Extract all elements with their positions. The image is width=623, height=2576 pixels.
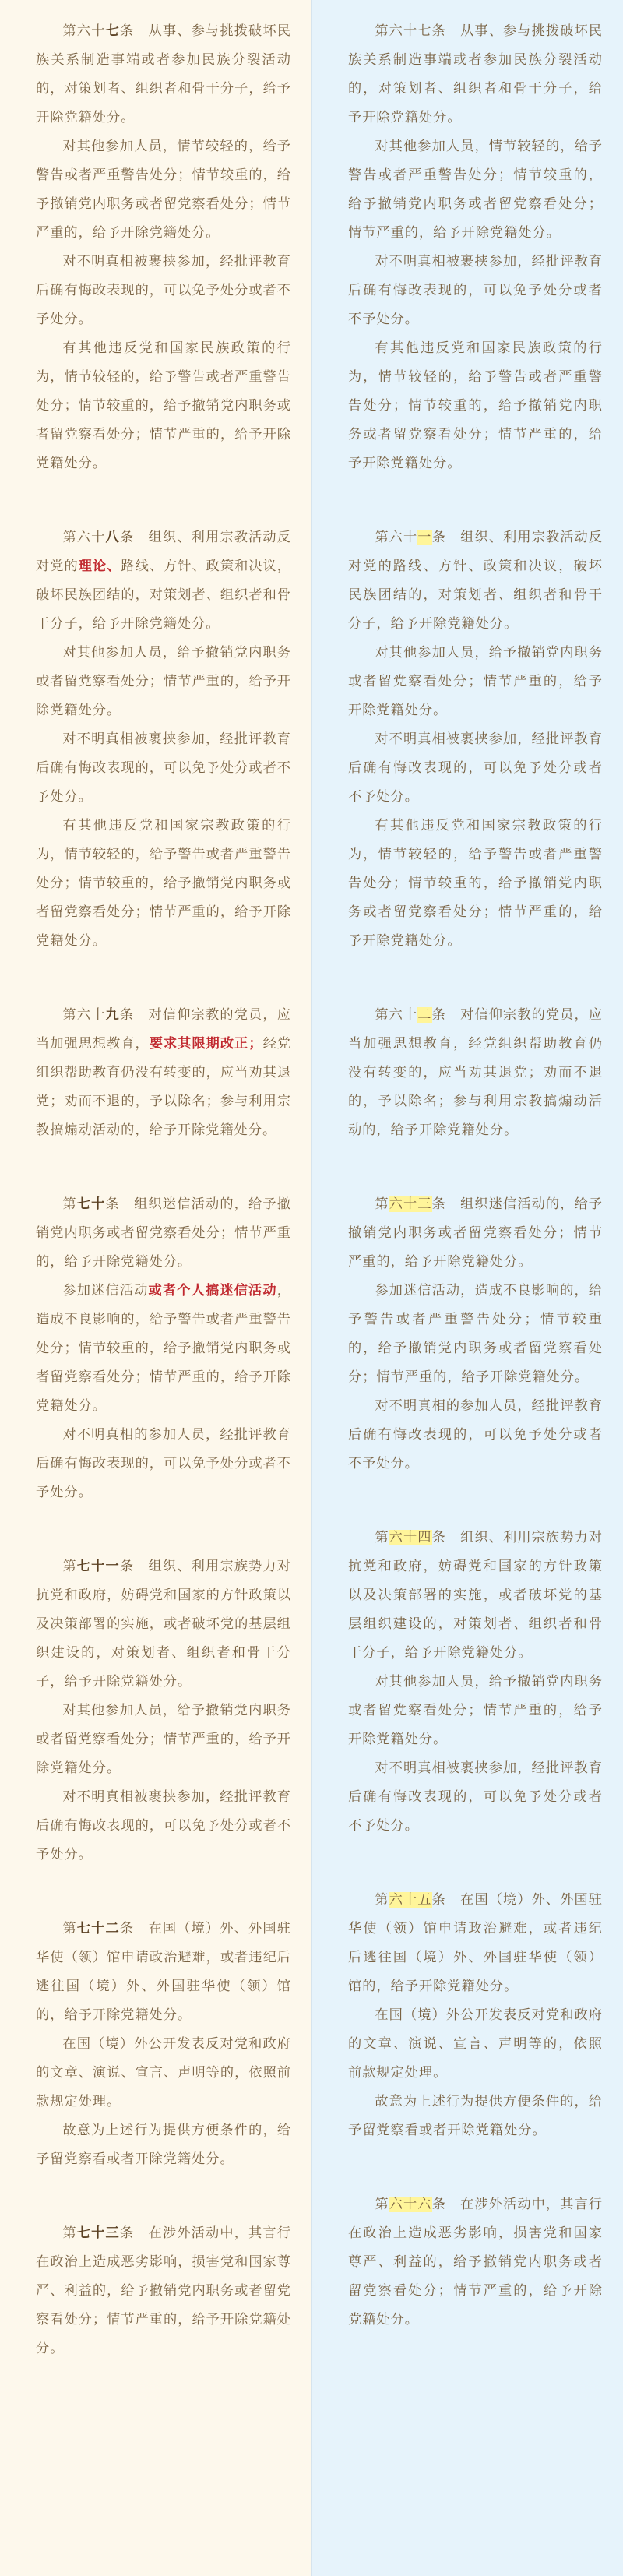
text-segment: 组织、利用宗族势力对抗党和政府，妨碍党和国家的方针政策以及决策部署的实施，或者破坏党的基层组织建设的，对策划者、组织者和骨干分子，给予开除党籍处分。 [348, 1530, 603, 1661]
article-block [348, 1886, 603, 2145]
article-first-paragraph [36, 1552, 291, 1697]
text-segment: 条 [119, 1921, 135, 1936]
text-segment: 条 [431, 2197, 446, 2212]
text-segment: 在国（境）外公开发表反对党和政府的文章、演说、宣言、声明等的，依照前款规定处理。 [36, 2036, 291, 2109]
changed-number: 七十 [76, 1196, 106, 1212]
text-segment: 第 [375, 2197, 389, 2212]
text-segment: 对不明真相被裹挟参加，经批评教育后确有悔改表现的，可以免予处分或者不予处分。 [348, 254, 603, 327]
article-block [348, 1001, 603, 1145]
text-segment: 在涉外活动中，其言行在政治上造成恶劣影响，损害党和国家尊严、利益的，给予撤销党内职务或者留党察看处分；情节严重的，给予开除党籍处分。 [348, 2197, 603, 2328]
text-segment: 条 [431, 1530, 446, 1545]
text-segment: 第 [62, 1921, 77, 1936]
text-segment: 从事、参与挑拨破坏民族关系制造事端或者参加民族分裂活动的，对策划者、组织者和骨干分子，给予开除党籍处分。 [36, 23, 291, 125]
article-first-paragraph [348, 1886, 603, 2001]
text-segment: 对不明真相被裹挟参加，经批评教育后确有悔改表现的，可以免予处分或者不予处分。 [348, 731, 603, 805]
article-paragraph [36, 132, 291, 248]
text-segment: 对不明真相被裹挟参加，经批评教育后确有悔改表现的，可以免予处分或者不予处分。 [36, 254, 291, 327]
article-paragraph [348, 725, 603, 812]
text-segment: 第六十 [62, 1007, 106, 1023]
article-number [62, 1196, 119, 1212]
text-segment: 组织迷信活动的，给予撤销党内职务或者留党察看处分；情节严重的，给予开除党籍处分。 [36, 1196, 291, 1270]
article-paragraph [36, 725, 291, 812]
article-block [36, 1915, 291, 2174]
text-segment: 对其他参加人员，情节较轻的，给予警告或者严重警告处分；情节较重的，给予撤销党内职务或者留党察看处分；情节严重的，给予开除党籍处分。 [36, 139, 291, 241]
text-segment: 条 [431, 530, 446, 545]
text-segment: 条 [431, 1196, 446, 1212]
article-block [348, 1524, 603, 1841]
text-segment: 条 [119, 1559, 135, 1574]
text-segment: 对信仰宗教的党员，应当加强思想教育，经党组织帮助教育仍没有转变的，应当劝其退党；劝而不退的，予以除名；参与利用宗教搞煽动活动的，给予开除党籍处分。 [348, 1007, 603, 1138]
article-block [36, 2219, 291, 2363]
added-text: 或者个人搞迷信活动 [148, 1283, 277, 1299]
article-first-paragraph [36, 1190, 291, 1277]
text-segment: 有其他违反党和国家民族政策的行为，情节较轻的，给予警告或者严重警告处分；情节较重的，给予撤销党内职务或者留党察看处分；情节严重的，给予开除党籍处分。 [36, 340, 291, 471]
article-number [375, 1892, 445, 1908]
text-segment: 有其他违反党和国家民族政策的行为，情节较轻的，给予警告或者严重警告处分；情节较重的，给予撤销党内职务或者留党察看处分；情节严重的，给予开除党籍处分。 [348, 340, 603, 471]
article-first-paragraph [36, 2219, 291, 2363]
article-block [36, 1001, 291, 1145]
text-segment: 条 [119, 2225, 135, 2241]
old-version-column [312, 0, 623, 2576]
text-segment: 第六十 [375, 1007, 418, 1023]
text-segment: 组织、利用宗教活动反对党的 [36, 530, 291, 574]
article-number [375, 1196, 445, 1212]
article-number [375, 530, 445, 545]
changed-number: 八 [105, 530, 120, 545]
text-segment: 在涉外活动中，其言行在政治上造成恶劣影响，损害党和国家尊严、利益的，给予撤销党内职务或者留党察看处分；情节严重的，给予开除党籍处分。 [36, 2225, 291, 2356]
text-segment: 参加迷信活动，造成不良影响的，给予警告或者严重警告处分；情节较重的，给予撤销党内职务或者留党察看处分；情节严重的，给予开除党籍处分。 [348, 1283, 603, 1385]
article-paragraph [348, 2001, 603, 2088]
article-number [62, 1007, 134, 1023]
article-paragraph [348, 2088, 603, 2145]
text-segment: 有其他违反党和国家宗教政策的行为，情节较轻的，给予警告或者严重警告处分；情节较重的，给予撤销党内职务或者留党察看处分；情节严重的，给予开除党籍处分。 [36, 818, 291, 949]
text-segment: 在国（境）外公开发表反对党和政府的文章、演说、宣言、声明等的，依照前款规定处理。 [348, 2007, 603, 2081]
added-text: 要求其限期改正； [149, 1036, 263, 1052]
article-paragraph [36, 1697, 291, 1783]
text-segment: 组织、利用宗族势力对抗党和政府，妨碍党和国家的方针政策以及决策部署的实施，或者破坏党的基层组织建设的，对策划者、组织者和骨干分子，给予开除党籍处分。 [36, 1559, 291, 1690]
article-paragraph [348, 1277, 603, 1392]
article-paragraph [36, 1421, 291, 1507]
article-first-paragraph [36, 1915, 291, 2030]
text-segment: 对其他参加人员，给予撤销党内职务或者留党察看处分；情节严重的，给予开除党籍处分。 [348, 1674, 603, 1747]
text-segment: 第六十 [62, 530, 106, 545]
article-block [36, 1552, 291, 1869]
text-segment: 组织、利用宗教活动反对党的路线、方针、政策和决议，破坏民族团结的，对策划者、组织者和骨干分子，给予开除党籍处分。 [348, 530, 603, 632]
text-segment: 第 [62, 2225, 77, 2241]
text-segment: ，造成不良影响的，给予警告或者严重警告处分；情节较重的，给予撤销党内职务或者留党察看处分；情节严重的，给予开除党籍处分。 [36, 1283, 291, 1414]
text-segment: 条 [105, 1196, 120, 1212]
text-segment: 第 [62, 1559, 77, 1574]
article-paragraph [36, 812, 291, 956]
article-paragraph [36, 334, 291, 478]
text-segment: 第六十 [62, 23, 106, 39]
article-block [36, 17, 291, 478]
article-block [348, 17, 603, 478]
article-paragraph [36, 639, 291, 725]
changed-number: 七十二 [76, 1921, 120, 1936]
text-segment: 在国（境）外、外国驻华使（领）馆申请政治避难，或者违纪后逃往国（境）外、外国驻华使（领）馆的，给予开除党籍处分。 [348, 1892, 603, 1994]
text-segment: 条 [119, 23, 135, 39]
article-block [348, 1190, 603, 1478]
text-segment: 第 [375, 1196, 389, 1212]
changed-number: 二 [417, 1007, 432, 1023]
text-segment: 参加迷信活动 [62, 1283, 149, 1299]
article-number [62, 530, 134, 545]
article-number [375, 1530, 445, 1545]
article-number [375, 2197, 445, 2212]
article-paragraph [36, 2116, 291, 2174]
article-paragraph [348, 812, 603, 956]
text-segment: 条 [119, 530, 135, 545]
changed-number: 七十三 [76, 2225, 120, 2241]
text-segment: 对其他参加人员，给予撤销党内职务或者留党察看处分；情节严重的，给予开除党籍处分。 [36, 645, 291, 718]
text-segment: 故意为上述行为提供方便条件的，给予留党察看或者开除党籍处分。 [36, 2123, 291, 2167]
changed-number: 六十四 [389, 1530, 432, 1545]
text-segment: 对不明真相被裹挟参加，经批评教育后确有悔改表现的，可以免予处分或者不予处分。 [36, 1789, 291, 1862]
article-block [36, 523, 291, 956]
text-segment: 对不明真相的参加人员，经批评教育后确有悔改表现的，可以免予处分或者不予处分。 [348, 1398, 603, 1471]
article-block [348, 2190, 603, 2335]
text-segment: 第 [62, 1196, 77, 1212]
article-paragraph [348, 1754, 603, 1841]
text-segment: 组织迷信活动的，给予撤销党内职务或者留党察看处分；情节严重的，给予开除党籍处分。 [348, 1196, 603, 1270]
text-segment: 第六十七条 [375, 23, 446, 39]
article-paragraph [348, 639, 603, 725]
article-paragraph [36, 2030, 291, 2116]
text-segment: 第六十 [375, 530, 418, 545]
text-segment: 在国（境）外、外国驻华使（领）馆申请政治避难，或者违纪后逃往国（境）外、外国驻华使（领）馆的，给予开除党籍处分。 [36, 1921, 291, 2023]
text-segment: 对不明真相被裹挟参加，经批评教育后确有悔改表现的，可以免予处分或者不予处分。 [36, 731, 291, 805]
text-segment: 路线、方针、政策和决议，破坏民族团结的，对策划者、组织者和骨干分子，给予开除党籍处分。 [36, 559, 291, 632]
article-block [348, 523, 603, 956]
article-first-paragraph [36, 523, 291, 639]
article-number [375, 23, 445, 39]
text-segment: 对其他参加人员，情节较轻的，给予警告或者严重警告处分；情节较重的，给予撤销党内职务或者留党察看处分；情节严重的，给予开除党籍处分。 [348, 139, 603, 241]
article-paragraph [36, 1277, 291, 1421]
article-paragraph [348, 334, 603, 478]
article-first-paragraph [36, 1001, 291, 1145]
changed-number: 一 [417, 530, 432, 545]
article-block [36, 1190, 291, 1507]
article-paragraph [36, 248, 291, 334]
article-first-paragraph [348, 523, 603, 639]
added-text: 理论、 [78, 559, 121, 574]
article-paragraph [348, 1392, 603, 1478]
text-segment: 条 [431, 1007, 446, 1023]
text-segment: 条 [119, 1007, 135, 1023]
article-first-paragraph [348, 1190, 603, 1277]
article-paragraph [348, 248, 603, 334]
article-first-paragraph [348, 2190, 603, 2335]
text-segment: 对其他参加人员，给予撤销党内职务或者留党察看处分；情节严重的，给予开除党籍处分。 [348, 645, 603, 718]
text-segment: 对不明真相被裹挟参加，经批评教育后确有悔改表现的，可以免予处分或者不予处分。 [348, 1760, 603, 1834]
article-first-paragraph [36, 17, 291, 132]
text-segment: 对不明真相的参加人员，经批评教育后确有悔改表现的，可以免予处分或者不予处分。 [36, 1427, 291, 1500]
changed-number: 七十一 [76, 1559, 120, 1574]
article-number [62, 1559, 134, 1574]
text-segment: 第 [375, 1892, 389, 1908]
changed-number: 六十五 [389, 1892, 432, 1908]
article-paragraph [36, 1783, 291, 1869]
text-segment: 条 [431, 1892, 446, 1908]
changed-number: 六十三 [389, 1196, 432, 1212]
text-segment: 经党组织帮助教育仍没有转变的，应当劝其退党；劝而不退的，予以除名；参与利用宗教搞煽动活动的，给予开除党籍处分。 [36, 1036, 291, 1138]
text-segment: 第 [375, 1530, 389, 1545]
article-number [62, 1921, 134, 1936]
changed-number: 六十六 [389, 2197, 432, 2212]
article-number [62, 23, 134, 39]
article-paragraph [348, 132, 603, 248]
changed-number: 七 [105, 23, 120, 39]
article-number [62, 2225, 134, 2241]
text-segment: 有其他违反党和国家宗教政策的行为，情节较轻的，给予警告或者严重警告处分；情节较重的，给予撤销党内职务或者留党察看处分；情节严重的，给予开除党籍处分。 [348, 818, 603, 949]
text-segment: 对信仰宗教的党员，应当加强思想教育， [36, 1007, 291, 1052]
article-number [375, 1007, 445, 1023]
article-first-paragraph [348, 1524, 603, 1668]
changed-number: 九 [105, 1007, 120, 1023]
article-first-paragraph [348, 1001, 603, 1145]
text-segment: 对其他参加人员，给予撤销党内职务或者留党察看处分；情节严重的，给予开除党籍处分。 [36, 1703, 291, 1776]
text-segment: 从事、参与挑拨破坏民族关系制造事端或者参加民族分裂活动的，对策划者、组织者和骨干分子，给予开除党籍处分。 [348, 23, 603, 125]
article-paragraph [348, 1668, 603, 1754]
article-first-paragraph [348, 17, 603, 132]
text-segment: 故意为上述行为提供方便条件的，给予留党察看或者开除党籍处分。 [348, 2094, 603, 2138]
